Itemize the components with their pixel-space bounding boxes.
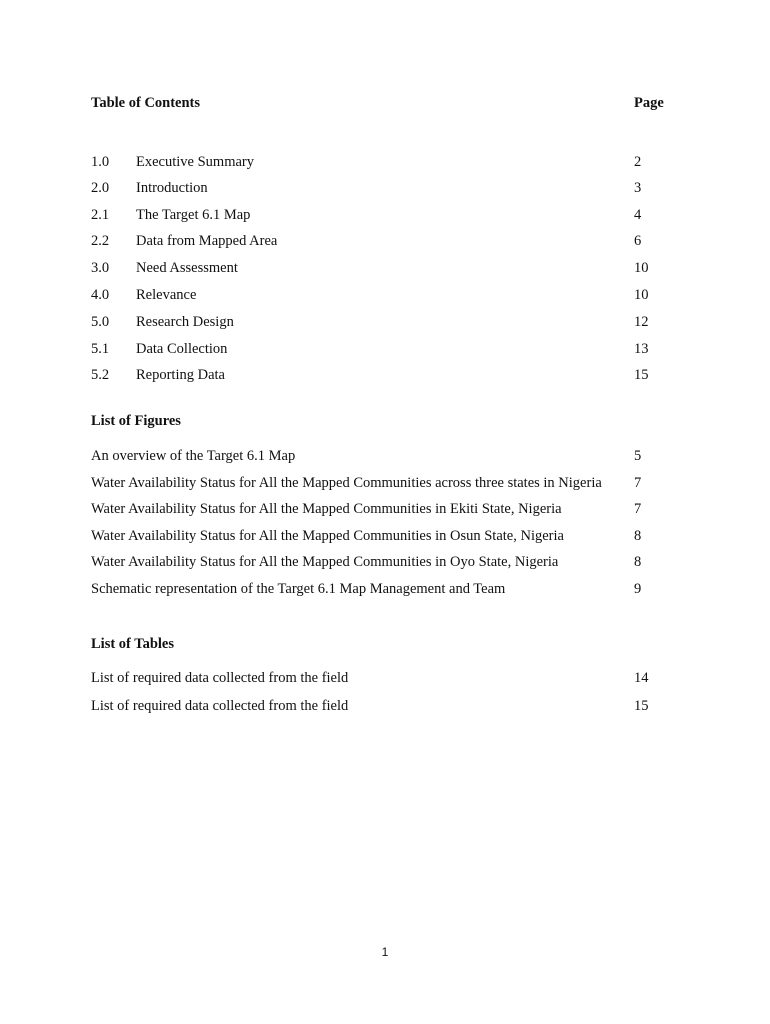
toc-entry-page: 12 [634, 314, 649, 330]
toc-entry-title: Data Collection [136, 341, 228, 357]
figure-entry [0, 473, 770, 493]
toc-entry-number: 3.0 [91, 260, 110, 276]
toc-entry-page: 13 [634, 341, 649, 357]
toc-entry [0, 178, 770, 198]
toc-entry-number: 1.0 [91, 154, 110, 170]
figure-entry-page: 7 [634, 501, 642, 517]
figure-entry-page: 9 [634, 581, 642, 597]
figure-entry [0, 579, 770, 599]
toc-entry-title: Research Design [136, 314, 234, 330]
page-number: 1 [381, 945, 389, 959]
table-entry [0, 696, 770, 716]
toc-entry-number: 5.2 [91, 367, 110, 383]
figure-entry-title: Water Availability Status for All the Mapped Communities in Ekiti State, Nigeria [91, 501, 562, 517]
toc-entry-number: 2.1 [91, 207, 110, 223]
table-entry-page: 14 [634, 670, 649, 686]
toc-entry-page: 15 [634, 367, 649, 383]
toc-entry [0, 365, 770, 385]
toc-entry-number: 5.1 [91, 341, 110, 357]
toc-entry-title: Relevance [136, 287, 197, 303]
toc-entry-page: 4 [634, 207, 642, 223]
figures-heading: List of Figures [91, 413, 181, 429]
toc-entry-page: 2 [634, 154, 642, 170]
toc-entry-page: 10 [634, 287, 649, 303]
table-entry [0, 668, 770, 688]
table-entry-title: List of required data collected from the field [91, 670, 349, 686]
toc-entry-title: Need Assessment [136, 260, 238, 276]
toc-entry [0, 285, 770, 305]
toc-entry-page: 6 [634, 233, 642, 249]
toc-entry-number: 4.0 [91, 287, 110, 303]
figure-entry-title: Water Availability Status for All the Mapped Communities in Osun State, Nigeria [91, 528, 564, 544]
toc-heading: Table of Contents [91, 95, 201, 111]
page-column-heading: Page [634, 95, 664, 111]
figure-entry-title: Water Availability Status for All the Mapped Communities in Oyo State, Nigeria [91, 554, 559, 570]
figure-entry [0, 446, 770, 466]
toc-entry-title: Data from Mapped Area [136, 233, 278, 249]
toc-entry-number: 2.0 [91, 180, 110, 196]
toc-entry-number: 5.0 [91, 314, 110, 330]
toc-entry [0, 258, 770, 278]
figure-entry [0, 552, 770, 572]
figure-entry-title: Water Availability Status for All the Mapped Communities across three states in Nigeria [91, 475, 602, 491]
toc-entry-title: Reporting Data [136, 367, 225, 383]
figure-entry-page: 8 [634, 554, 642, 570]
tables-heading: List of Tables [91, 636, 174, 652]
figure-entry-page: 8 [634, 528, 642, 544]
figure-entry [0, 526, 770, 546]
toc-entry [0, 205, 770, 225]
toc-entry-page: 3 [634, 180, 642, 196]
figure-entry-title: Schematic representation of the Target 6.1 Map Management and Team [91, 581, 506, 597]
toc-entry-title: Executive Summary [136, 154, 254, 170]
toc-entry [0, 339, 770, 359]
table-entry-page: 15 [634, 698, 649, 714]
toc-entry [0, 231, 770, 251]
toc-entry [0, 312, 770, 332]
figure-entry-title: An overview of the Target 6.1 Map [91, 448, 296, 464]
toc-entry [0, 152, 770, 172]
figure-entry-page: 5 [634, 448, 642, 464]
toc-entry-title: Introduction [136, 180, 208, 196]
toc-entry-title: The Target 6.1 Map [136, 207, 251, 223]
figure-entry-page: 7 [634, 475, 642, 491]
toc-entry-page: 10 [634, 260, 649, 276]
figure-entry [0, 499, 770, 519]
table-entry-title: List of required data collected from the field [91, 698, 349, 714]
toc-entry-number: 2.2 [91, 233, 110, 249]
